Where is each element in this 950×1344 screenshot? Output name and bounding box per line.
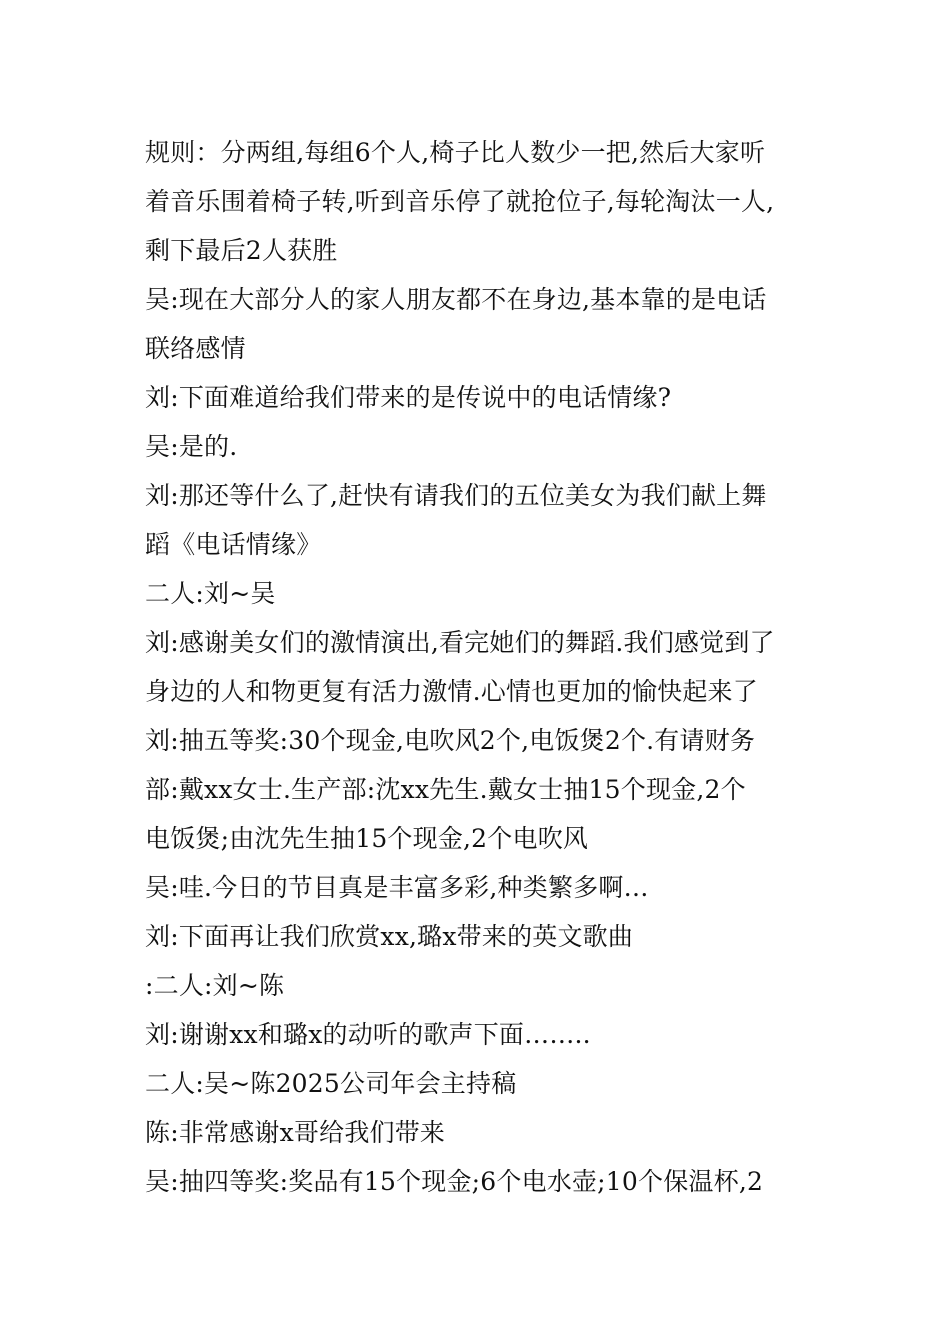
text-line: 陈:非常感谢x哥给我们带来 [145, 1118, 446, 1147]
text-line: 刘:抽五等奖:30个现金,电吹风2个,电饭煲2个.有请财务 [145, 726, 756, 755]
text-line: 刘:那还等什么了,赶快有请我们的五位美女为我们献上舞 [145, 481, 767, 510]
text-line: 吴:现在大部分人的家人朋友都不在身边,基本靠的是电话 [145, 285, 767, 314]
text-line: 刘:感谢美女们的激情演出,看完她们的舞蹈.我们感觉到了 [145, 628, 775, 657]
text-line: 二人:吴~陈2025公司年会主持稿 [145, 1069, 517, 1098]
document-body [145, 128, 815, 1206]
text-line: 刘:谢谢xx和璐x的动听的歌声下面…….. [145, 1020, 591, 1049]
text-line: 刘:下面再让我们欣赏xx,璐x带来的英文歌曲 [145, 922, 634, 951]
text-line: 刘:下面难道给我们带来的是传说中的电话情缘? [145, 383, 672, 412]
text-line: 身边的人和物更复有活力激情.心情也更加的愉快起来了 [145, 677, 758, 706]
text-line: 二人:刘~吴 [145, 579, 276, 608]
text-line: 吴:是的. [145, 432, 238, 461]
text-line: 着音乐围着椅子转,听到音乐停了就抢位子,每轮淘汰一人, [145, 187, 775, 216]
text-line: 蹈《电话情缘》 [145, 530, 322, 559]
text-line: 规则：分两组,每组6个人,椅子比人数少一把,然后大家听 [145, 138, 766, 167]
text-line: 电饭煲;由沈先生抽15个现金,2个电吹风 [145, 824, 589, 853]
text-line: :二人:刘~陈 [145, 971, 285, 1000]
text-line: 联络感情 [145, 334, 246, 363]
text-line: 吴:抽四等奖:奖品有15个现金;6个电水壶;10个保温杯,2 [145, 1167, 764, 1196]
text-line: 吴:哇.今日的节目真是丰富多彩,种类繁多啊… [145, 873, 649, 902]
text-line: 部:戴xx女士.生产部:沈xx先生.戴女士抽15个现金,2个 [145, 775, 746, 804]
text-line: 剩下最后2人获胜 [145, 236, 338, 265]
